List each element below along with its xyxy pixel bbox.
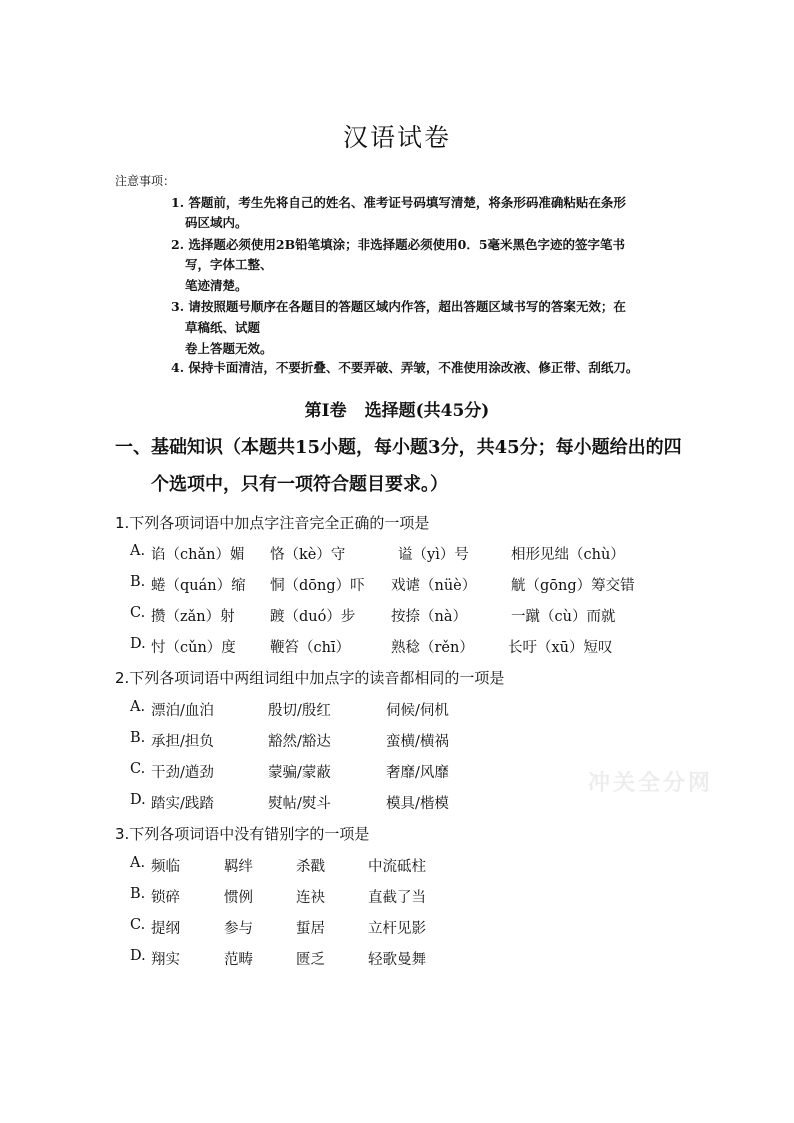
note-line: 草稿纸、试题 — [185, 320, 261, 335]
option-word: 杀戳 — [296, 859, 325, 875]
notes-label: 注意事项： — [115, 174, 176, 188]
option-word: 豁然/豁达 — [268, 734, 331, 750]
option-row — [0, 886, 794, 910]
note-line: 写，字体工整、 — [185, 257, 273, 272]
part-number: 第Ⅰ卷 — [304, 401, 347, 421]
option-word: 蒙骗/蒙蔽 — [268, 765, 331, 781]
question-stem: 1.下列各项词语中加点字注音完全正确的一项是 — [115, 514, 430, 532]
option-word: 相形见绌（chù） — [511, 547, 625, 563]
option-word: 踏实/践踏 — [151, 796, 214, 812]
option-word: 蛮横/横祸 — [386, 734, 449, 750]
watermark: 冲关全分网 — [588, 771, 714, 796]
option-word: 忖（cǔn）度 — [151, 640, 236, 656]
option-word: 范畴 — [224, 952, 253, 968]
option-word: 干劲/遒劲 — [151, 765, 214, 781]
option-letter: C. — [130, 605, 146, 621]
note-line: 1. 答题前，考生先将自己的姓名、准考证号码填写清楚，将条形码准确粘贴在条形 — [171, 195, 626, 210]
option-word: 长吁（xū）短叹 — [508, 640, 613, 656]
option-letter: C. — [130, 761, 146, 777]
option-letter: A. — [130, 699, 146, 715]
option-word: 惯例 — [224, 890, 253, 906]
option-row — [0, 605, 794, 629]
option-word: 奢靡/风靡 — [386, 765, 449, 781]
option-word: 锁碎 — [151, 890, 180, 906]
option-word: 蜷（quán）缩 — [151, 578, 246, 594]
option-letter: B. — [130, 886, 146, 902]
option-word: 中流砥柱 — [368, 859, 426, 875]
option-word: 蜇居 — [296, 921, 325, 937]
option-word: 按捺（nà） — [391, 609, 467, 625]
section-heading-cont: 个选项中，只有一项符合题目要求。） — [151, 474, 448, 495]
option-word: 提纲 — [151, 921, 180, 937]
option-word: 踱（duó）步 — [270, 609, 356, 625]
option-row — [0, 730, 794, 754]
option-word: 殷切/殷红 — [268, 703, 331, 719]
option-letter: B. — [130, 574, 146, 590]
option-word: 觥（gōng）筹交错 — [511, 578, 635, 594]
question-stem: 2.下列各项词语中两组词组中加点字的读音都相同的一项是 — [115, 669, 505, 687]
option-word: 谥（yì）号 — [398, 547, 469, 563]
option-letter: D. — [130, 636, 146, 652]
option-letter: B. — [130, 730, 146, 746]
page-title: 汉语试卷 — [342, 123, 451, 152]
option-word: 参与 — [224, 921, 253, 937]
option-word: 熨帖/熨斗 — [268, 796, 331, 812]
option-word: 轻歌曼舞 — [368, 952, 426, 968]
option-word: 翔实 — [151, 952, 180, 968]
part-title — [0, 396, 794, 421]
option-row — [0, 636, 794, 660]
note-line: 码区域内。 — [185, 215, 248, 230]
option-word: 攒（zǎn）射 — [151, 609, 235, 625]
option-word: 恫（dōng）吓 — [270, 578, 365, 594]
option-letter: D. — [130, 948, 146, 964]
option-row — [0, 699, 794, 723]
option-row — [0, 948, 794, 972]
option-row — [0, 855, 794, 879]
option-word: 恪（kè）守 — [270, 547, 346, 563]
option-word: 直截了当 — [368, 890, 426, 906]
note-line: 笔迹清楚。 — [185, 278, 248, 293]
option-word: 频临 — [151, 859, 180, 875]
option-word: 承担/担负 — [151, 734, 214, 750]
note-line: 4. 保持卡面清洁，不要折叠、不要弄破、弄皱，不准使用涂改液、修正带、刮纸刀。 — [171, 360, 639, 375]
option-row — [0, 543, 794, 567]
option-letter: A. — [130, 855, 146, 871]
option-word: 熟稔（rěn） — [391, 640, 474, 656]
option-word: 漂泊/血泊 — [151, 703, 214, 719]
note-line: 2. 选择题必须使用2B铅笔填涂；非选择题必须使用0．5毫米黑色字迹的签字笔书 — [171, 237, 626, 252]
option-word: 羁绊 — [224, 859, 253, 875]
option-word: 连袂 — [296, 890, 325, 906]
option-word: 谄（chǎn）媚 — [151, 547, 245, 563]
option-letter: A. — [130, 543, 146, 559]
option-word: 匮乏 — [296, 952, 325, 968]
option-word: 立杆见影 — [368, 921, 426, 937]
note-line: 卷上答题无效。 — [185, 341, 273, 356]
section-heading: 一、基础知识（本题共15小题，每小题3分，共45分；每小题给出的四 — [115, 437, 682, 458]
option-word: 模具/楷模 — [386, 796, 449, 812]
note-line: 3. 请按照题号顺序在各题目的答题区域内作答，超出答题区域书写的答案无效；在 — [171, 299, 626, 314]
option-row — [0, 574, 794, 598]
option-word: 鞭笞（chī） — [270, 640, 351, 656]
option-word: 一蹴（cù）而就 — [511, 609, 616, 625]
option-row — [0, 917, 794, 941]
option-word: 伺候/伺机 — [386, 703, 449, 719]
part-name: 选择题(共45分) — [364, 401, 490, 421]
option-letter: D. — [130, 792, 146, 808]
option-letter: C. — [130, 917, 146, 933]
question-stem: 3.下列各项词语中没有错别字的一项是 — [115, 825, 370, 843]
option-word: 戏谑（nüè） — [391, 578, 477, 594]
